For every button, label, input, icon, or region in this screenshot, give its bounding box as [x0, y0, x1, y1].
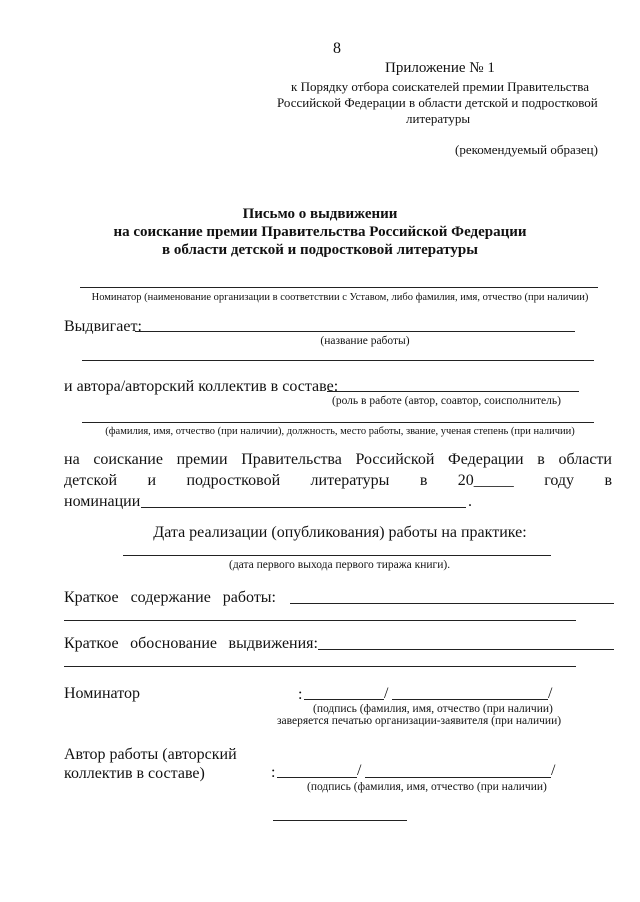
prize-word: в	[419, 472, 428, 489]
author-sign-label-2: коллектив в составе)	[64, 765, 205, 782]
nominator-name-line[interactable]	[392, 699, 548, 700]
heading-line-1: Письмо о выдвижении	[242, 206, 398, 222]
work-title-caption: (название работы)	[320, 335, 410, 347]
date-heading: Дата реализации (опубликования) работы на практике:	[153, 524, 527, 541]
authors-details-caption: (фамилия, имя, отчество (при наличии), должность, место работы, звание, ученая степень (при наличии)	[105, 426, 575, 437]
prize-word: подростковой	[186, 472, 281, 489]
prize-word: области	[558, 451, 612, 468]
nominator-sign-caption-2: заверяется печатью организации-заявителя (при наличии)	[277, 715, 562, 727]
author-sign-label-1: Автор работы (авторский	[64, 746, 237, 763]
summary-input-line[interactable]	[290, 603, 614, 604]
prize-text-row-2	[64, 472, 612, 490]
prize-word: в	[537, 451, 545, 468]
summary-word: работы:	[222, 589, 276, 606]
prize-text-row-1	[64, 451, 612, 469]
justification-word: Краткое	[64, 635, 119, 652]
author-sign-caption: (подпись (фамилия, имя, отчество (при наличии)	[307, 781, 547, 793]
author-signature-line[interactable]	[277, 777, 357, 778]
date-input-line[interactable]	[123, 555, 551, 556]
nomination-input-line[interactable]	[141, 507, 466, 508]
appendix-line-2: Российской Федерации в области детской и подростковой	[277, 95, 598, 110]
summary-input-line-2[interactable]	[64, 620, 576, 621]
work-title-input-line[interactable]	[135, 331, 575, 332]
authors-label: и автора/авторский коллектив в составе:	[64, 378, 339, 395]
nomination-end: .	[468, 493, 472, 510]
summary-label	[64, 589, 276, 607]
nominator-sign-colon: :	[298, 686, 303, 703]
nomination-label: номинации	[64, 493, 141, 510]
prize-word: детской	[64, 472, 118, 489]
prize-word: Правительства	[241, 451, 342, 468]
prize-year[interactable]: 20_____	[457, 472, 514, 489]
nominator-sign-slash-1: /	[384, 685, 389, 702]
role-caption: (роль в работе (автор, соавтор, соисполнитель)	[332, 395, 561, 407]
authors-details-input-line[interactable]	[82, 422, 594, 423]
author-sign-colon: :	[271, 764, 276, 781]
prize-word: Российской	[355, 451, 435, 468]
prize-word: в	[604, 472, 612, 489]
heading-line-2: на соискание премии Правительства Российской Федерации	[113, 224, 527, 240]
nominator-sign-label: Номинатор	[64, 685, 140, 702]
heading-line-3: в области детской и подростковой литературы	[162, 242, 478, 258]
date-caption: (дата первого выхода первого тиража книги).	[229, 559, 451, 571]
bottom-separator-line	[273, 820, 407, 821]
prize-word: году	[544, 472, 575, 489]
author-sign-slash-1: /	[357, 762, 362, 779]
justification-input-line-2[interactable]	[64, 666, 576, 667]
justification-word: обоснование	[130, 635, 218, 652]
nominator-sign-slash-2: /	[548, 685, 553, 702]
nominator-input-line[interactable]	[80, 287, 598, 288]
prize-word: премии	[176, 451, 228, 468]
work-title-input-line-2[interactable]	[82, 360, 594, 361]
author-sign-slash-2: /	[551, 762, 556, 779]
justification-word: выдвижения:	[228, 635, 318, 652]
justification-label	[64, 635, 318, 653]
summary-word: содержание	[130, 589, 211, 606]
nominator-signature-line[interactable]	[304, 699, 384, 700]
role-input-line[interactable]	[327, 391, 579, 392]
prize-word: соискание	[93, 451, 163, 468]
nominator-sign-caption-1: (подпись (фамилия, имя, отчество (при наличии)	[313, 703, 553, 715]
justification-input-line[interactable]	[318, 649, 614, 650]
appendix-line-1: к Порядку отбора соискателей премии Правительства	[291, 79, 589, 94]
sample-note: (рекомендуемый образец)	[455, 142, 598, 157]
appendix-title: Приложение № 1	[385, 60, 495, 76]
prize-word: на	[64, 451, 80, 468]
author-name-line[interactable]	[365, 777, 551, 778]
page-number: 8	[333, 40, 341, 57]
prize-word: Федерации	[448, 451, 524, 468]
appendix-line-3: литературы	[406, 111, 471, 126]
prize-word: и	[147, 472, 157, 489]
nominator-caption: Номинатор (наименование организации в соответствии с Уставом, либо фамилия, имя, отчество (при наличии)	[91, 292, 589, 303]
prize-word: литературы	[310, 472, 390, 489]
nominates-label: Выдвигает:	[64, 318, 142, 335]
summary-word: Краткое	[64, 589, 119, 606]
